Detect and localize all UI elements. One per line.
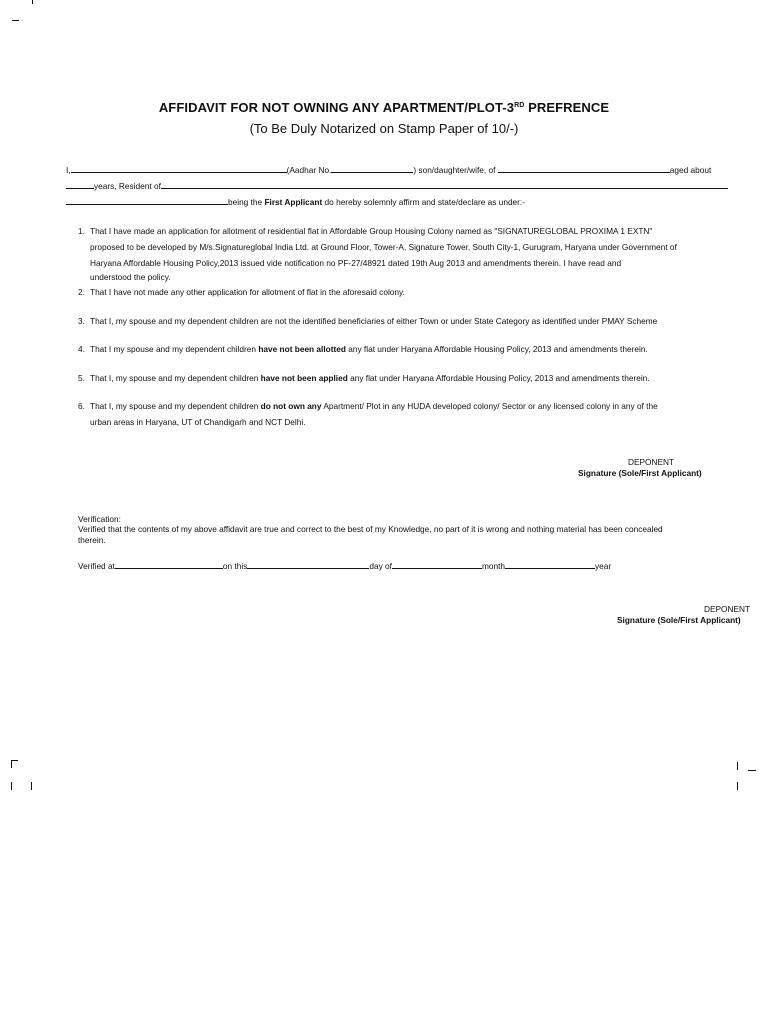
residence-blank-2[interactable] — [66, 195, 228, 205]
first-applicant-label: First Applicant — [264, 197, 323, 207]
crop-mark — [31, 782, 32, 790]
crop-mark — [748, 770, 756, 771]
declaration-item-2: 2. That I have not made any other application for allotment of flat in the aforesaid colony. — [78, 287, 405, 297]
crop-mark — [11, 782, 12, 790]
name-blank[interactable] — [71, 163, 287, 173]
declaration-item-5: 5. That I, my spouse and my dependent children have not been applied any flat under Haryana Affordable Housing Policy, 2013 and amendments therein. — [78, 373, 650, 383]
signature-label: Signature (Sole/First Applicant) — [578, 468, 702, 478]
declaration-item-1-line: proposed to be developed by M/s.Signatureglobal India Ltd. at Ground Floor, Tower-A, Signature Tower, South City-1, Gurugram, Haryana under Government of — [90, 242, 677, 252]
declaration-item-1-line: understood the policy. — [90, 272, 171, 282]
declaration-item-1: 1. That I have made an application for allotment of residential flat in Affordable Group Housing Colony named as "SIGNATUREGLOBAL PROXIMA 1 EXTN" — [78, 226, 653, 236]
intro-i: I, — [66, 165, 71, 175]
verified-line — [78, 559, 611, 571]
relation-name-blank[interactable] — [498, 163, 670, 173]
residence-blank[interactable] — [161, 179, 728, 189]
deponent-label-2: DEPONENT — [704, 604, 751, 614]
intro-line-3 — [66, 195, 525, 207]
verification-text: Verified that the contents of my above affidavit are true and correct to the best of my Knowledge, no part of it is wrong and nothing material has been concealed — [78, 524, 663, 534]
years-label: years, Resident of — [94, 181, 161, 191]
declaration-item-6-line: urban areas in Haryana, UT of Chandigarh and NCT Delhi. — [90, 417, 306, 427]
signature-label-2: Signature (Sole/First Applicant) — [617, 615, 741, 625]
intro-line-2 — [66, 179, 728, 191]
on-this-label: on this — [222, 561, 248, 571]
declaration-item-1-line: Haryana Affordable Housing Policy,2013 issued vide notification no PF-27/48921 dated 19th Aug 2013 and amendments therein. I have read and — [90, 258, 622, 268]
year-label: year — [595, 561, 612, 571]
affirm-label: do hereby solemnly affirm and state/declare as under:- — [322, 197, 526, 207]
month-label: month — [481, 561, 506, 571]
document-title: AFFIDAVIT FOR NOT OWNING ANY APARTMENT/PLOT-3RD PREFRENCE — [158, 100, 610, 115]
crop-mark — [11, 760, 18, 761]
document-subtitle: (To Be Duly Notarized on Stamp Paper of 10/-) — [249, 121, 519, 136]
date-blank[interactable] — [247, 559, 369, 569]
aadhar-blank[interactable] — [331, 163, 413, 173]
verified-at-label: Verified at — [78, 561, 115, 571]
place-blank[interactable] — [115, 559, 223, 569]
age-blank[interactable] — [66, 179, 94, 189]
crop-mark — [12, 20, 19, 21]
year-blank[interactable] — [505, 559, 595, 569]
declaration-item-4: 4. That I my spouse and my dependent children have not been allotted any flat under Haryana Affordable Housing Policy, 2013 and amendments therein. — [78, 344, 648, 354]
crop-mark — [11, 760, 12, 768]
day-of-label: day of — [369, 561, 392, 571]
deponent-label: DEPONENT — [628, 457, 675, 467]
aadhar-label: (Aadhar No. — [286, 165, 332, 175]
crop-mark — [737, 762, 738, 770]
declaration-item-3: 3. That I, my spouse and my dependent children are not the identified beneficiaries of either Town or under State Category as identified under PMAY Scheme — [78, 316, 658, 326]
verification-text-cont: therein. — [78, 535, 106, 545]
verification-heading: Verification: — [78, 514, 121, 524]
intro-line-1 — [66, 163, 711, 175]
declaration-item-6: 6. That I, my spouse and my dependent children do not own any Apartment/ Plot in any HUDA developed colony/ Sector or any licensed colony in any of the — [78, 401, 658, 411]
relation-label: ) son/daughter/wife, of — [413, 165, 496, 175]
month-blank[interactable] — [392, 559, 482, 569]
being-label: being the — [228, 197, 265, 207]
aged-label: aged about — [669, 165, 712, 175]
crop-mark — [737, 782, 738, 790]
crop-mark — [32, 0, 33, 4]
